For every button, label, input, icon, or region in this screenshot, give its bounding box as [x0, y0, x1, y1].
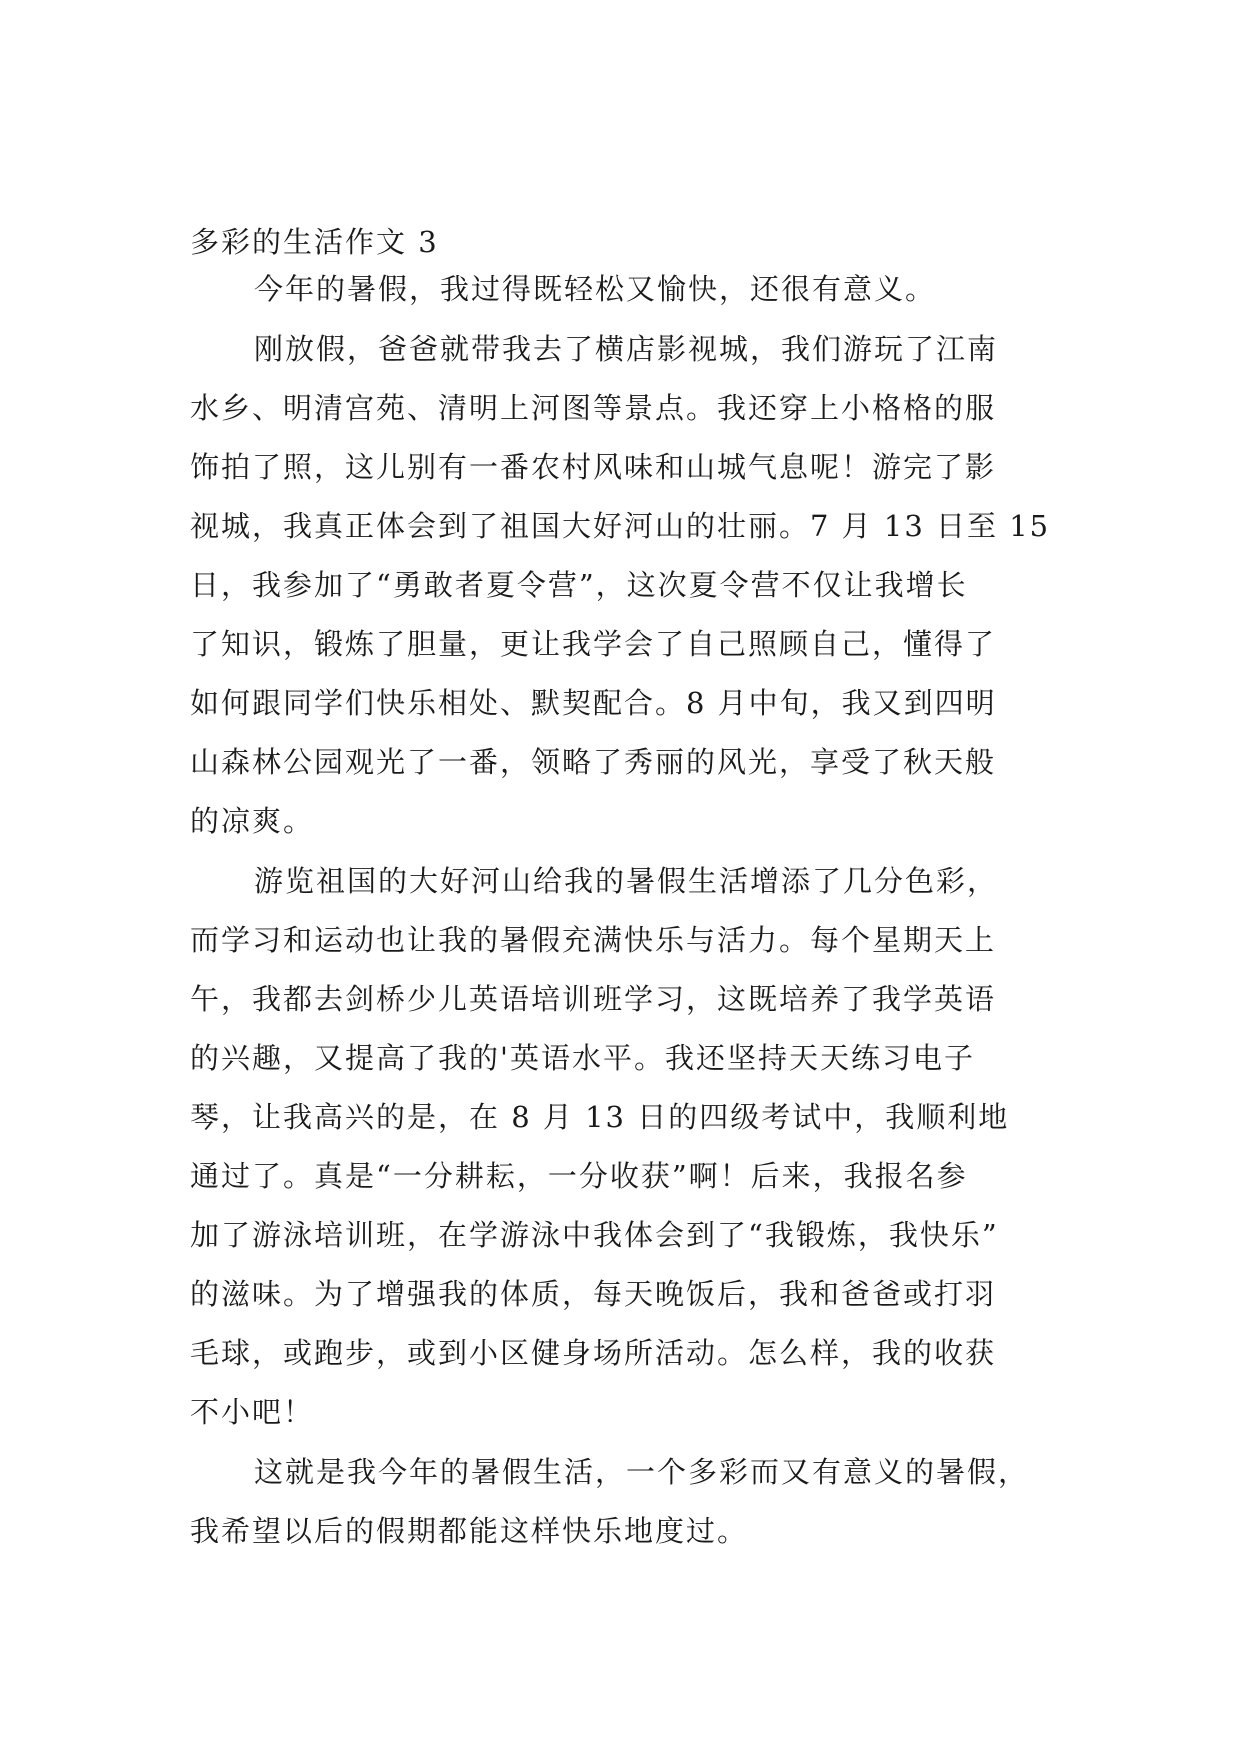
paragraph-line: 刚放假，爸爸就带我去了横店影视城，我们游玩了江南: [254, 332, 999, 366]
document-title: 多彩的生活作文 3: [190, 225, 439, 259]
paragraph-line: 我希望以后的假期都能这样快乐地度过。: [190, 1514, 749, 1548]
paragraph-line: 加了游泳培训班，在学游泳中我体会到了“我锻炼，我快乐”: [190, 1218, 999, 1252]
paragraph-line: 不小吧！: [190, 1395, 315, 1429]
paragraph-line: 琴，让我高兴的是，在 8 月 13 日的四级考试中，我顺利地: [190, 1100, 1010, 1134]
paragraph-3: [190, 852, 1009, 1442]
paragraph-1: [190, 260, 936, 319]
paragraph-line: 的凉爽。: [190, 804, 315, 838]
paragraph-line: 水乡、明清宫苑、清明上河图等景点。我还穿上小格格的服: [190, 391, 997, 425]
paragraph-line: 午，我都去剑桥少儿英语培训班学习，这既培养了我学英语: [190, 982, 997, 1016]
paragraph-line: 今年的暑假，我过得既轻松又愉快，还很有意义。: [254, 272, 937, 306]
paragraph-line: 毛球，或跑步，或到小区健身场所活动。怎么样，我的收获: [190, 1336, 997, 1370]
paragraph-line: 山森林公园观光了一番，领略了秀丽的风光，享受了秋天般: [190, 745, 997, 779]
paragraph-line: 视城，我真正体会到了祖国大好河山的壮丽。7 月 13 日至 15: [190, 509, 1051, 543]
paragraph-2: [190, 320, 1050, 851]
paragraph-line: 通过了。真是“一分耕耘，一分收获”啊！后来，我报名参: [190, 1159, 968, 1193]
paragraph-line: 了知识，锻炼了胆量，更让我学会了自己照顾自己，懂得了: [190, 627, 997, 661]
paragraph-line: 如何跟同学们快乐相处、默契配合。8 月中旬，我又到四明: [190, 686, 997, 720]
paragraph-line: 饰拍了照，这儿别有一番农村风味和山城气息呢！游完了影: [190, 450, 997, 484]
paragraph-line: 的兴趣，又提高了我的'英语水平。我还坚持天天练习电子: [190, 1041, 975, 1075]
paragraph-line: 而学习和运动也让我的暑假充满快乐与活力。每个星期天上: [190, 923, 997, 957]
paragraph-line: 这就是我今年的暑假生活，一个多彩而又有意义的暑假，: [254, 1455, 1030, 1489]
paragraph-4: [190, 1443, 1029, 1561]
paragraph-line: 日，我参加了“勇敢者夏令营”，这次夏令营不仅让我增长: [190, 568, 968, 602]
paragraph-line: 的滋味。为了增强我的体质，每天晚饭后，我和爸爸或打羽: [190, 1277, 997, 1311]
paragraph-line: 游览祖国的大好河山给我的暑假生活增添了几分色彩，: [254, 864, 999, 898]
